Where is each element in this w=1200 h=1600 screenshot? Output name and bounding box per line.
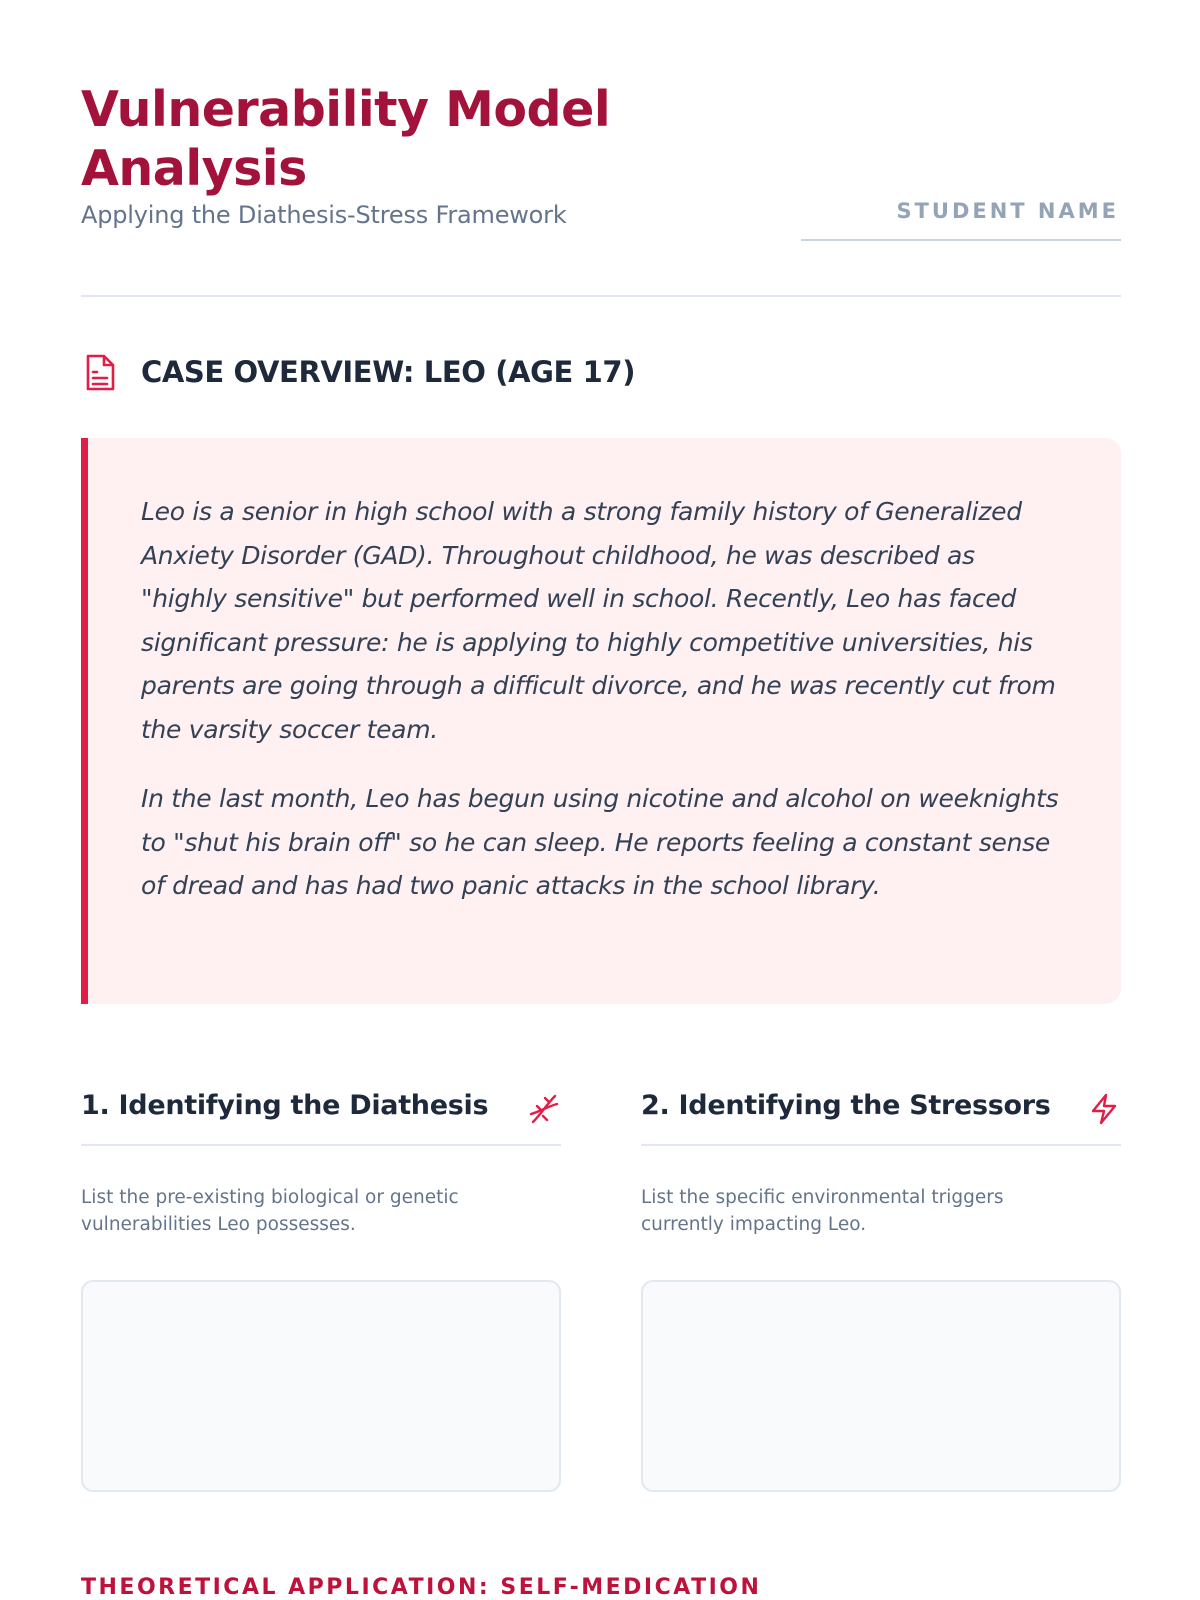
diathesis-answer-box[interactable] [81, 1280, 561, 1492]
diathesis-divider [81, 1144, 561, 1146]
stressors-divider [641, 1144, 1121, 1146]
worksheet-page [81, 0, 1121, 1600]
case-description [141, 490, 1061, 908]
case-description-box [81, 438, 1121, 1004]
header-divider [81, 295, 1121, 297]
stressors-answer-box[interactable] [641, 1280, 1121, 1492]
case-paragraph: Leo is a senior in high school with a strong family history of Generalized Anxiety Disorder (GAD). Throughout childhood, he was described as "highly sensitive" but performed well in school. Recently, Leo has faced significant pressure: he is applying to highly competitive universities, his parents are going through a difficult divorce, and he was recently cut from the varsity soccer team. [141, 497, 1056, 744]
diathesis-title: 1. Identifying the Diathesis [81, 1090, 489, 1121]
stressors-section [641, 1080, 1121, 1500]
case-paragraph: In the last month, Leo has begun using nicotine and alcohol on weeknights to "shut his brain off" so he can sleep. He reports feeling a constant sense of dread and has had two panic attacks in the school library. [141, 784, 1059, 900]
stressors-instructions: List the specific environmental triggers currently impacting Leo. [641, 1187, 1004, 1235]
page-title: Vulnerability Model Analysis [81, 81, 611, 197]
diathesis-instructions: List the pre-existing biological or genetic vulnerabilities Leo possesses. [81, 1187, 459, 1235]
dna-icon [527, 1092, 561, 1126]
case-overview-title: CASE OVERVIEW: LEO (AGE 17) [141, 355, 636, 389]
lightning-icon [1087, 1092, 1121, 1126]
case-overview-heading [81, 352, 1121, 396]
theoretical-application-title: THEORETICAL APPLICATION: SELF-MEDICATION [81, 1575, 762, 1600]
stressors-title: 2. Identifying the Stressors [641, 1090, 1051, 1121]
student-name-label: STUDENT NAME [896, 199, 1119, 223]
page-subtitle: Applying the Diathesis-Stress Framework [81, 201, 567, 229]
diathesis-section [81, 1080, 561, 1500]
document-icon [83, 354, 117, 392]
header [81, 78, 1121, 298]
student-name-field[interactable] [801, 199, 1121, 241]
